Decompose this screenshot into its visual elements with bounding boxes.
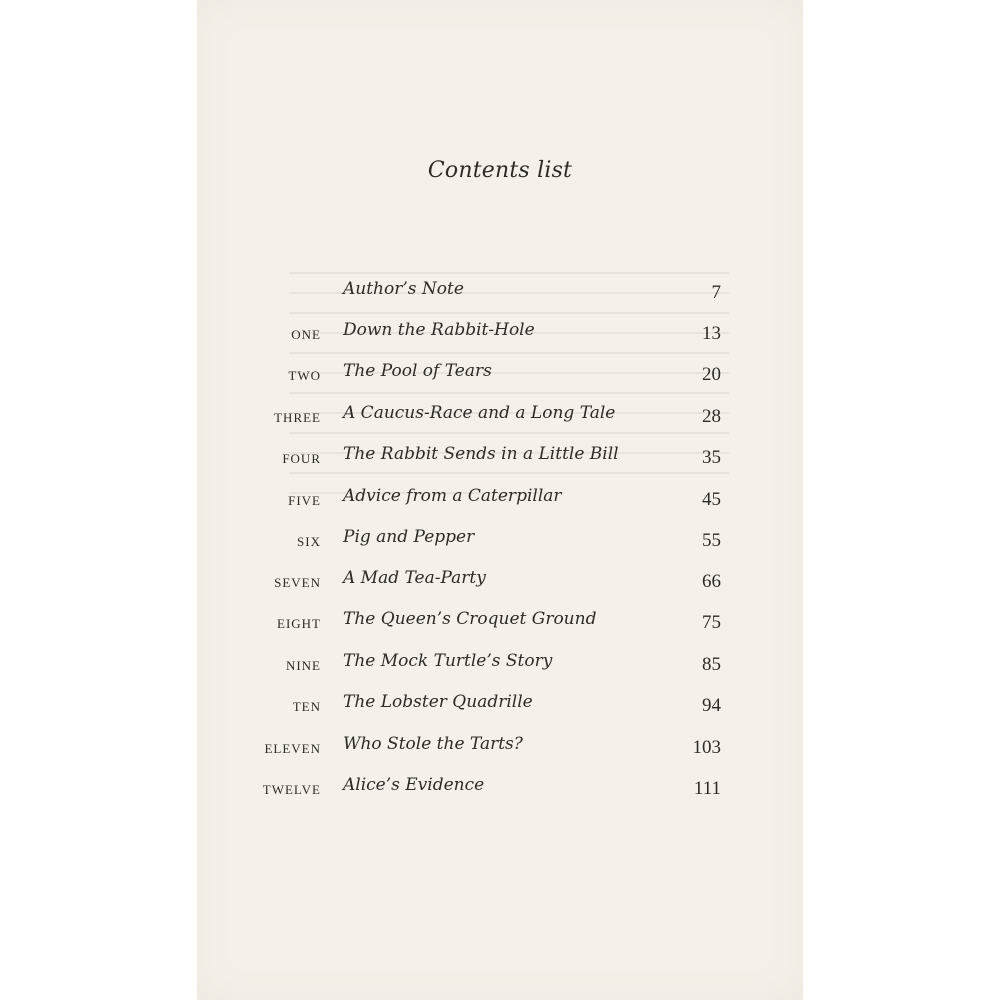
page-number: 85 — [702, 654, 721, 675]
chapter-title: A Mad Tea-Party — [343, 568, 486, 588]
chapter-number: TWELVE — [262, 782, 321, 797]
chapter-title: Advice from a Caterpillar — [343, 486, 562, 506]
page-number: 55 — [702, 530, 721, 551]
chapter-number: THREE — [274, 410, 321, 425]
chapter-title: A Caucus-Race and a Long Tale — [343, 403, 616, 423]
page-number: 35 — [702, 447, 721, 468]
chapter-title: Who Stole the Tarts? — [343, 734, 523, 754]
chapter-number: SIX — [297, 534, 321, 549]
chapter-title: Down the Rabbit-Hole — [343, 320, 535, 340]
toc-entry — [197, 692, 803, 722]
page-number: 75 — [702, 612, 721, 633]
chapter-title: The Queen’s Croquet Ground — [343, 609, 597, 629]
toc-entry — [197, 320, 803, 350]
chapter-number: FIVE — [288, 493, 321, 508]
page-number: 66 — [702, 571, 721, 592]
page-title: Contents list — [427, 158, 573, 183]
chapter-title: The Rabbit Sends in a Little Bill — [343, 444, 619, 464]
chapter-number: SEVEN — [274, 575, 321, 590]
chapter-title: Pig and Pepper — [343, 527, 475, 547]
chapter-number: ONE — [291, 327, 321, 342]
chapter-number: EIGHT — [277, 616, 321, 631]
chapter-title: The Pool of Tears — [343, 361, 492, 381]
page-number: 28 — [702, 406, 721, 427]
chapter-title: The Mock Turtle’s Story — [343, 651, 553, 671]
toc-entry — [197, 609, 803, 639]
page-number: 111 — [693, 778, 721, 799]
chapter-title: Alice’s Evidence — [343, 775, 485, 795]
toc-entry — [197, 568, 803, 598]
toc-entry — [197, 279, 803, 309]
chapter-number: NINE — [285, 658, 321, 673]
page-number: 45 — [702, 489, 721, 510]
chapter-number: FOUR — [282, 451, 321, 466]
chapter-number: ELEVEN — [264, 741, 321, 756]
toc-entry — [197, 444, 803, 474]
page-number: 7 — [711, 282, 721, 303]
page-number: 20 — [702, 364, 721, 385]
page-number: 13 — [702, 323, 721, 344]
chapter-title: The Lobster Quadrille — [343, 692, 533, 712]
toc-entry — [197, 734, 803, 764]
book-page — [197, 0, 803, 1000]
page-number: 94 — [702, 695, 721, 716]
chapter-number: TWO — [288, 368, 321, 383]
toc-entry — [197, 486, 803, 516]
toc-entry — [197, 527, 803, 557]
toc-entry — [197, 403, 803, 433]
toc-entry — [197, 361, 803, 391]
toc-entry — [197, 651, 803, 681]
page-number: 103 — [692, 737, 721, 758]
toc-entry — [197, 775, 803, 805]
chapter-number: TEN — [292, 699, 321, 714]
chapter-title: Author’s Note — [343, 279, 464, 299]
